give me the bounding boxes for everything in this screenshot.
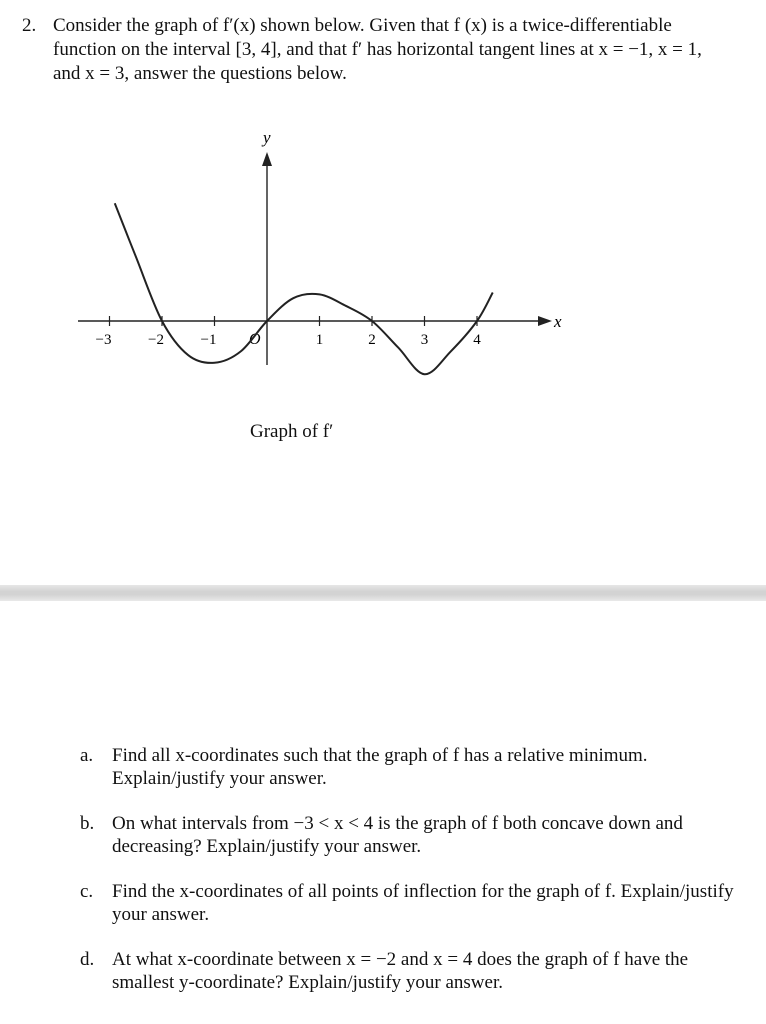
x-tick-label: 1 xyxy=(315,332,324,348)
x-tick-label: −2 xyxy=(148,332,164,348)
part-letter: d. xyxy=(80,949,95,970)
origin-label: O xyxy=(249,331,261,348)
x-tick-label: 4 xyxy=(473,332,481,348)
part-a xyxy=(80,744,740,790)
part-d xyxy=(80,948,740,994)
part-text: On what intervals from −3 < x < 4 is the graph of f both concave down and decreasing? Explain/justify your answer. xyxy=(112,813,683,857)
part-text: Find all x-coordinates such that the graph of f has a relative minimum. Explain/justify your answer. xyxy=(112,745,648,789)
question-parts xyxy=(80,744,740,1016)
part-c xyxy=(80,880,740,926)
graph-caption: Graph of f′ xyxy=(250,421,334,442)
x-tick-label: 2 xyxy=(368,332,376,348)
part-letter: b. xyxy=(80,813,95,834)
x-tick-labels xyxy=(96,332,482,348)
page-divider xyxy=(0,585,766,601)
question-number: 2. xyxy=(22,15,37,36)
x-tick-label: 3 xyxy=(420,332,429,348)
graph-svg xyxy=(70,125,590,455)
x-tick-label: −3 xyxy=(95,332,112,348)
x-axis-label: x xyxy=(554,312,562,331)
f-prime-curve xyxy=(115,203,493,374)
y-axis-label: y xyxy=(263,128,271,147)
part-letter: a. xyxy=(80,745,94,766)
y-axis-arrow xyxy=(262,152,272,166)
x-axis-arrow xyxy=(538,316,552,326)
x-tick-label: −1 xyxy=(200,332,217,348)
derivative-graph xyxy=(70,125,590,455)
part-letter: c. xyxy=(80,881,94,902)
question-text: Consider the graph of f′(x) shown below. Given that f (x) is a twice-differentiable function on the interval [3, 4], and that f′ has horizontal tangent lines at x = −1, x = 1, and x = 3, answer the questions below. xyxy=(53,15,702,84)
part-b xyxy=(80,812,740,858)
part-text: Find the x-coordinates of all points of inflection for the graph of f. Explain/justify your answer. xyxy=(112,881,734,925)
part-text: At what x-coordinate between x = −2 and x = 4 does the graph of f have the smallest y-coordinate? Explain/justify your answer. xyxy=(112,949,689,993)
